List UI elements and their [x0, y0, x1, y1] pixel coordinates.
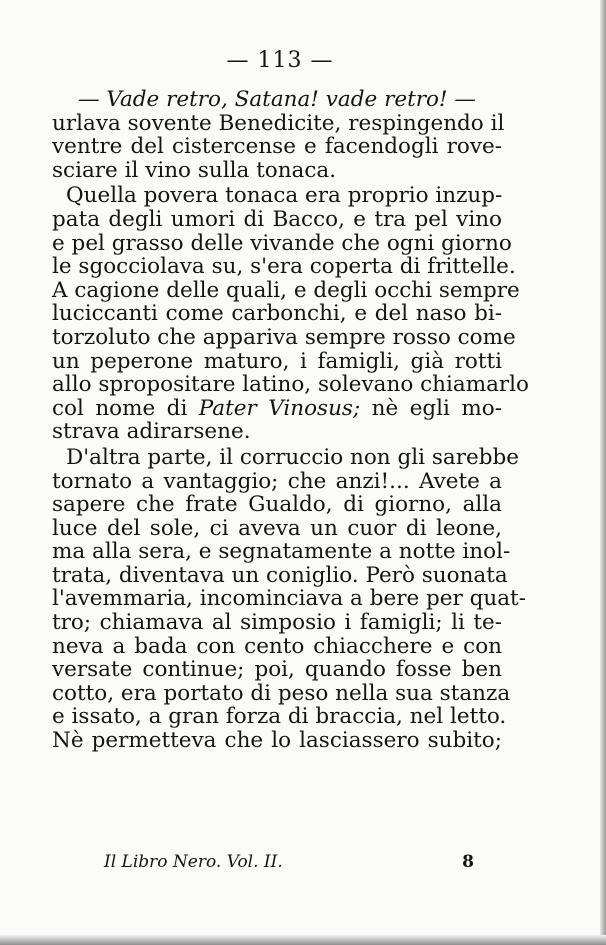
text-line: un peperone maturo, i famigli, già rotti: [52, 348, 502, 374]
text-line: torzoluto che appariva sempre rosso come: [52, 324, 516, 350]
text-line: urlava sovente Benedicite, respingendo il: [52, 110, 505, 136]
text-line: ventre del cistercense e facendogli rove-: [52, 134, 502, 160]
text-line: tornato a vantaggio; che anzi!... Avete a: [52, 468, 502, 494]
text-line: le sgocciolava su, s'era coperta di frittelle.: [52, 254, 516, 280]
book-title-footer: Il Libro Nero. Vol. II.: [104, 852, 283, 872]
text-line: versate continue; poi, quando fosse ben: [52, 657, 502, 683]
text-line-mixed: [52, 397, 502, 421]
text-line: tro; chiamava al simposio i famigli; li te-: [52, 610, 502, 636]
signature-mark: 8: [462, 852, 474, 872]
text-line: D'altra parte, il corruccio non gli sarebbe: [66, 444, 519, 470]
body-text: [52, 87, 529, 754]
page-footer: [104, 852, 474, 872]
text-line: sciare il vino sulla tonaca.: [52, 157, 337, 183]
text-line: trata, diventava un coniglio. Però suonata: [52, 562, 508, 588]
text-line: luciccanti come carbonchi, e del naso bi-: [52, 301, 502, 327]
text-line: allo spropositare latino, solevano chiamarlo: [52, 372, 529, 398]
text-line: e pel grasso delle vivande che ogni giorno: [52, 230, 512, 256]
text-line: Nè permetteva che lo lasciassero subito;: [52, 728, 502, 754]
text-line: neva a bada con cento chiacchere e con: [52, 633, 502, 659]
text-line: l'avemmaria, incominciava a bere per quat-: [52, 586, 526, 612]
text-line: — Vade retro, Satana! vade retro! —: [78, 87, 476, 112]
text-line: A cagione delle quali, e degli occhi sempre: [52, 277, 520, 303]
text-line: e issato, a gran forza di braccia, nel letto.: [52, 704, 507, 730]
text-line: ma alla sera, e segnatamente a notte inol-: [52, 539, 511, 565]
page-edge-bottom: [0, 935, 606, 945]
text-segment: col nome di: [52, 395, 199, 421]
text-line: sapere che frate Gualdo, di giorno, alla: [52, 492, 502, 518]
text-line: cotto, era portato di peso nella sua stanza: [52, 680, 511, 706]
page-number: — 113 —: [226, 48, 334, 73]
text-segment: nè egli mo-: [360, 395, 502, 421]
text-line: pata degli umori di Bacco, e tra pel vino: [52, 206, 502, 232]
latin-nickname: Pater Vinosus;: [198, 395, 361, 421]
text-line: Quella povera tonaca era proprio inzup-: [66, 183, 503, 209]
text-line: strava adirarsene.: [52, 419, 251, 445]
page-edge-right: [600, 0, 606, 945]
text-line: luce del sole, ci aveva un cuor di leone,: [52, 515, 502, 541]
